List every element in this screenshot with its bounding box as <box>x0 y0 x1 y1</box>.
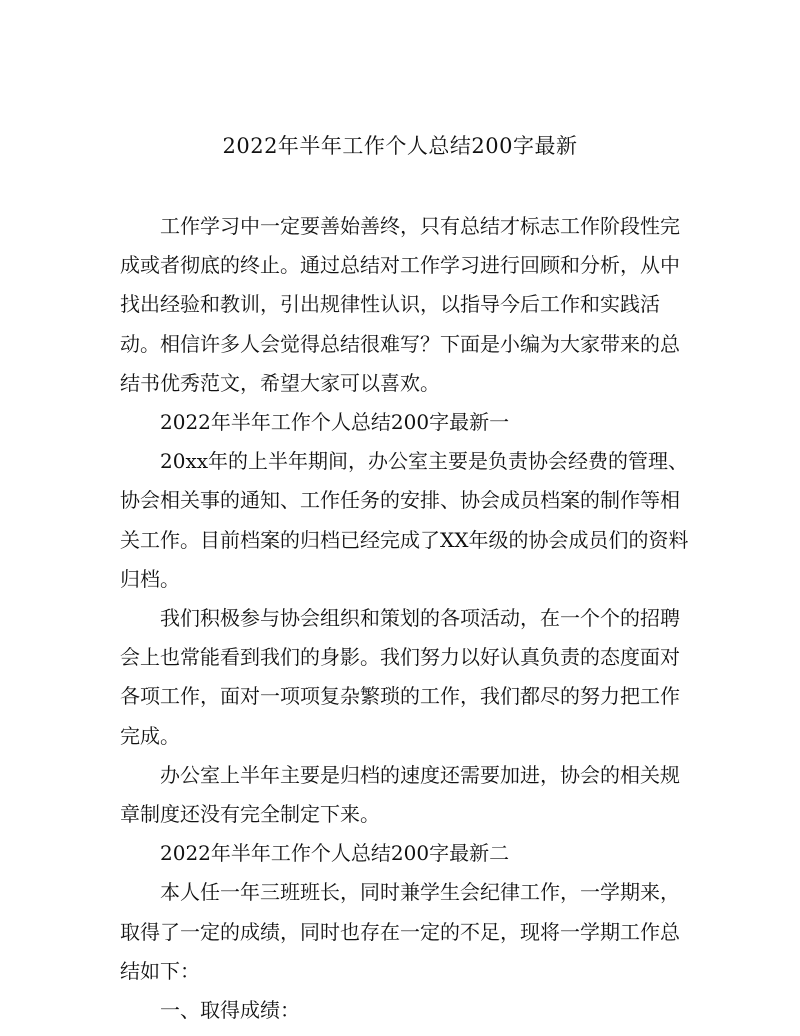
document-title: 2022年半年工作个人总结200字最新 <box>222 134 578 158</box>
paragraph-office-duties: 20xx年的上半年期间，办公室主要是负责协会经费的管理、协会相关事的通知、工作任务的安排、协会成员档案的制作等相关工作。目前档案的归档已经完成了XX年级的协会成员们的资料归档。 <box>120 449 689 591</box>
paragraph-activities: 我们积极参与协会组织和策划的各项活动，在一个个的招聘会上也常能看到我们的身影。我们努力以好认真负责的态度面对各项工作，面对一项项复杂繁琐的工作，我们都尽的努力把工作完成。 <box>120 606 680 748</box>
document-body <box>120 207 690 1030</box>
subheading-achievements: 一、取得成绩： <box>160 998 300 1023</box>
intro-paragraph: 工作学习中一定要善始善终，只有总结才标志工作阶段性完成或者彻底的终止。通过总结对工作学习进行回顾和分析，从中找出经验和教训，引出规律性认识，以指导今后工作和实践活动。相信许多人会觉得总结很难写？下面是小编为大家带来的总结书优秀范文，希望大家可以喜欢。 <box>120 214 680 395</box>
paragraph-monitor-role: 本人任一年三班班长，同时兼学生会纪律工作，一学期来，取得了一定的成绩，同时也存在一定的不足，现将一学期工作总结如下： <box>120 880 680 983</box>
section-heading-one: 2022年半年工作个人总结200字最新一 <box>160 410 510 435</box>
paragraph-shortcomings: 办公室上半年主要是归档的速度还需要加进，协会的相关规章制度还没有完全制定下来。 <box>120 762 680 827</box>
section-heading-two: 2022年半年工作个人总结200字最新二 <box>160 841 510 866</box>
